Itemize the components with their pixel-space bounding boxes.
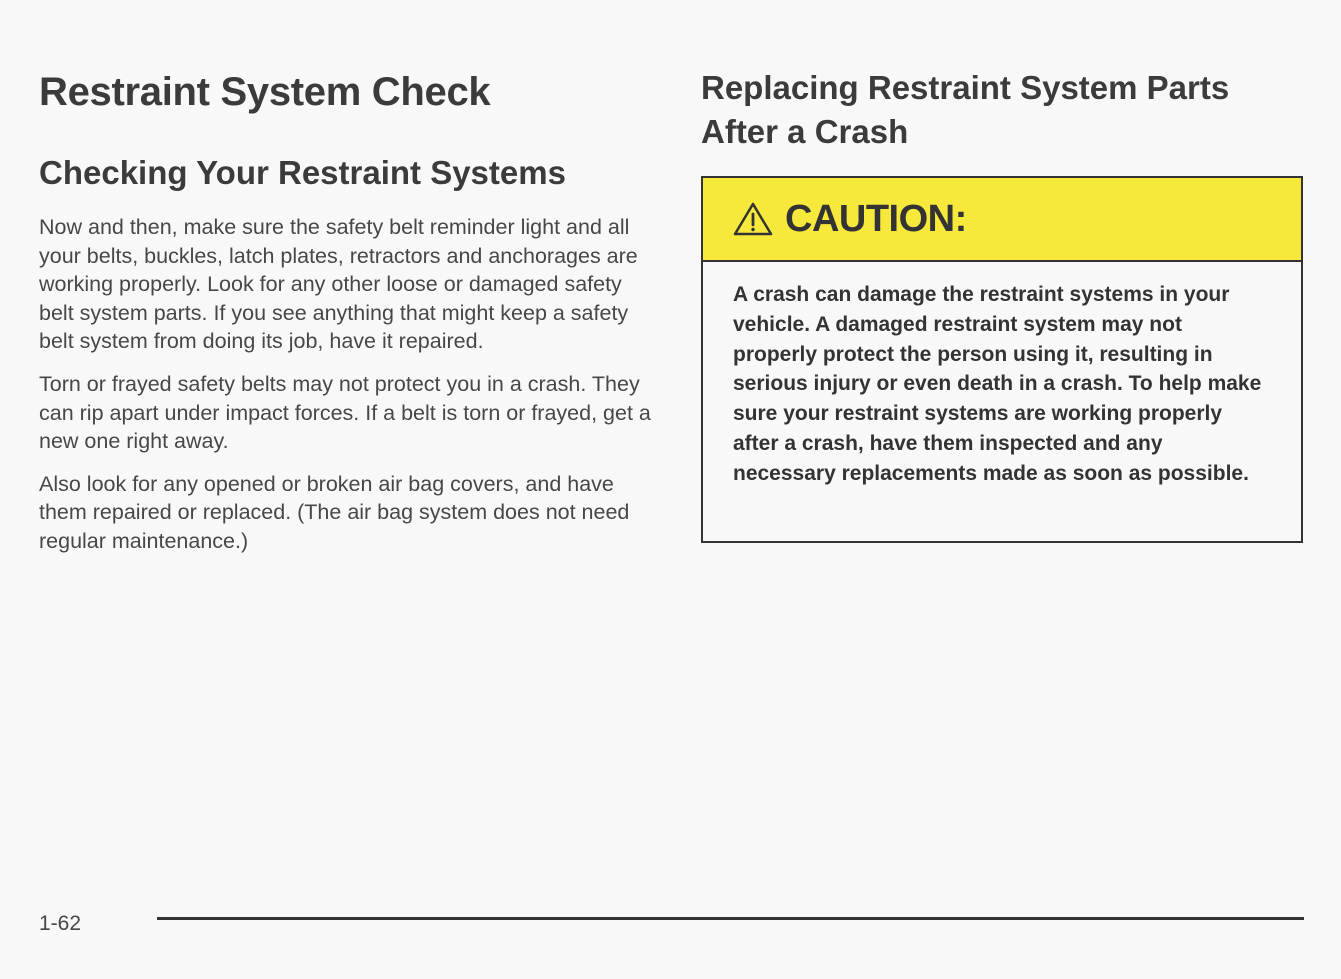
page-number: 1-62	[39, 912, 82, 935]
right-section-title: Replacing Restraint System Parts After a Crash	[701, 69, 1230, 150]
caution-label: CAUTION:	[785, 197, 967, 240]
caution-text: A crash can damage the restraint systems in your vehicle. A damaged restraint system may not properly protect the person using it, resulting in serious injury or even death in a crash. To help make sure your restraint systems are working properly after a crash, have them inspected and any necessary replacements made as soon as possible.	[733, 283, 1262, 485]
caution-header	[703, 178, 1301, 262]
section-title: Restraint System Check	[39, 70, 491, 114]
paragraph-3: Also look for any opened or broken air bag covers, and have them repaired or replaced. (The air bag system does not need regular maintenance.)	[39, 471, 630, 553]
right-column	[701, 66, 1303, 154]
body-text	[39, 213, 659, 570]
paragraph-1: Now and then, make sure the safety belt reminder light and all your belts, buckles, latch plates, retractors and anchorages are working properly. Look for any other loose or damaged safety belt system parts. If you see anything that might keep a safety belt system from doing its job, have it repaired.	[39, 215, 638, 354]
paragraph-2: Torn or frayed safety belts may not protect you in a crash. They can rip apart under impact forces. If a belt is torn or frayed, get a new one right away.	[39, 371, 651, 454]
caution-box	[701, 176, 1303, 543]
footer-divider	[157, 917, 1304, 920]
left-column	[39, 66, 659, 553]
warning-triangle-icon	[733, 202, 773, 236]
subsection-title: Checking Your Restraint Systems	[39, 154, 566, 191]
